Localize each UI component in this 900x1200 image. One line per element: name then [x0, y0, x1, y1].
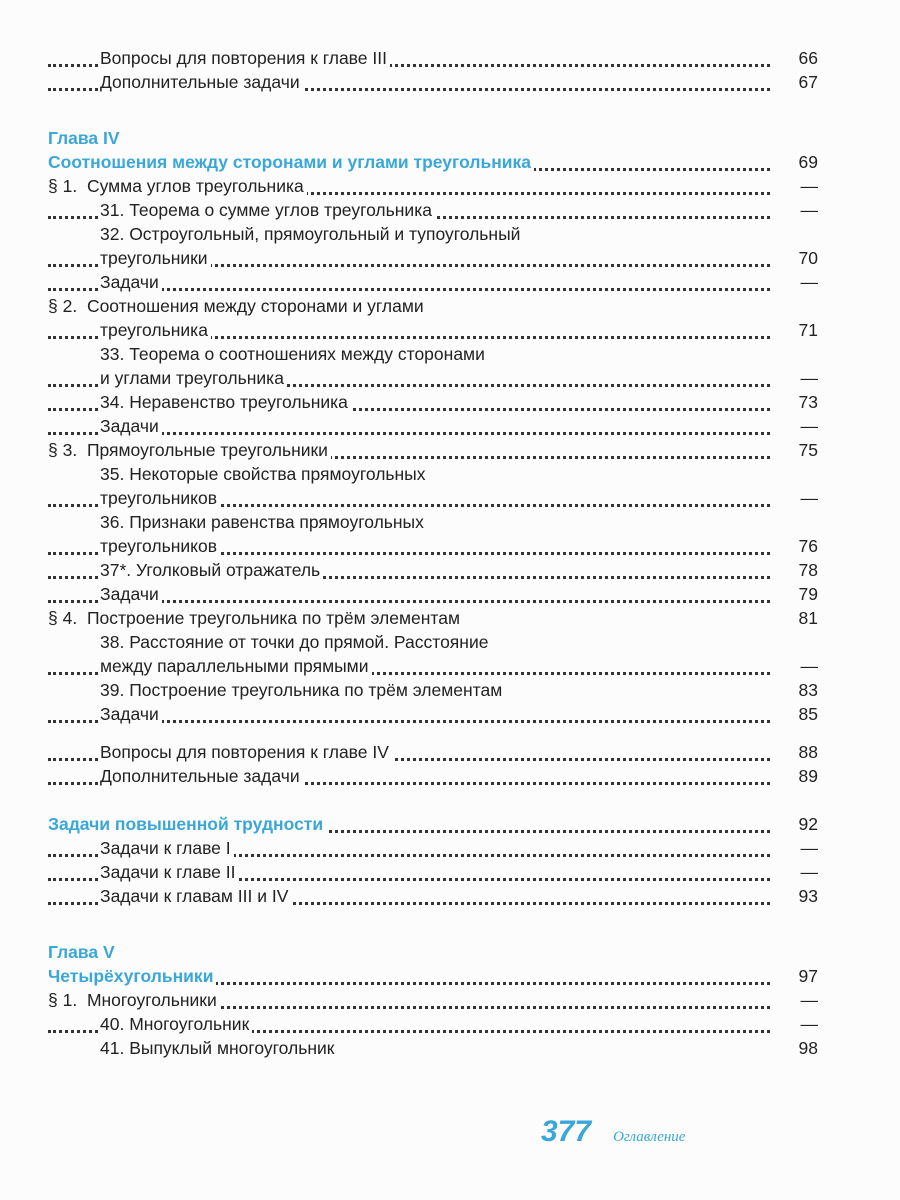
toc-entry[interactable] — [48, 860, 818, 884]
toc-entry-title: 32. Остроугольный, прямоугольный и тупоугольный — [100, 222, 523, 246]
toc-entry-page: — — [778, 988, 818, 1012]
toc-entry[interactable] — [48, 534, 818, 558]
toc-entry[interactable] — [48, 1012, 818, 1036]
toc-entry-title: треугольника — [100, 318, 211, 342]
toc-entry-title: треугольники — [100, 246, 211, 270]
chapter-title-entry[interactable] — [48, 964, 818, 988]
toc-entry[interactable] — [48, 366, 818, 390]
section-entry[interactable] — [48, 988, 818, 1012]
page-footer — [541, 1115, 685, 1149]
section-entry[interactable] — [48, 318, 818, 342]
toc-entry-page: 88 — [778, 740, 818, 764]
toc-entry[interactable] — [48, 246, 818, 270]
toc-entry[interactable] — [48, 740, 818, 764]
toc-entry-page: 98 — [778, 1036, 818, 1060]
toc-entry-title: 34. Неравенство треугольника — [100, 390, 351, 414]
toc-entry-title: 39. Построение треугольника по трём элементам — [100, 678, 505, 702]
toc-entry-page: 85 — [778, 702, 818, 726]
toc-entry-title: Многоугольники — [86, 990, 217, 1010]
toc-entry[interactable] — [48, 46, 818, 70]
section-number: § 4. — [48, 608, 78, 628]
chapter-label: Глава V — [48, 942, 115, 962]
page-number: 377 — [541, 1115, 592, 1148]
toc-entry-page: 69 — [778, 150, 818, 174]
toc-entry-page: 79 — [778, 582, 818, 606]
toc-entry-line — [48, 510, 818, 534]
toc-entry-title: Дополнительные задачи — [100, 764, 303, 788]
toc-entry-page: — — [778, 654, 818, 678]
toc-entry[interactable] — [48, 702, 818, 726]
toc-entry-line — [48, 462, 818, 486]
toc-entry-page: 97 — [778, 964, 818, 988]
toc-entry-title: Вопросы для повторения к главе IV — [100, 740, 392, 764]
toc-entry-page: 73 — [778, 390, 818, 414]
toc-entry-page: — — [778, 860, 818, 884]
toc-entry-page: 93 — [778, 884, 818, 908]
toc-entry-page: 75 — [778, 438, 818, 462]
hard-problems-entry[interactable] — [48, 812, 818, 836]
toc-entry[interactable] — [48, 414, 818, 438]
toc-entry-page: 70 — [778, 246, 818, 270]
toc-entry-title: Сумма углов треугольника — [86, 176, 304, 196]
toc-entry-page: — — [778, 270, 818, 294]
toc-entry[interactable] — [48, 836, 818, 860]
toc-entry-title: 31. Теорема о сумме углов треугольника — [100, 198, 435, 222]
toc-entry-title: 40. Многоугольник — [100, 1012, 252, 1036]
toc-entry[interactable] — [48, 654, 818, 678]
toc-entry-line — [48, 630, 818, 654]
toc-entry-page: 71 — [778, 318, 818, 342]
chapter-label: Глава IV — [48, 128, 120, 148]
section-number: § 3. — [48, 440, 78, 460]
section-entry[interactable] — [48, 438, 818, 462]
toc-entry-title: Прямоугольные треугольники — [86, 440, 328, 460]
toc-entry-page: — — [778, 836, 818, 860]
toc-entry-title: и углами треугольника — [100, 366, 287, 390]
table-of-contents — [48, 46, 818, 1060]
section-number: § 1. — [48, 990, 78, 1010]
toc-entry-title: Задачи — [100, 582, 162, 606]
toc-entry-line — [48, 222, 818, 246]
toc-entry-title: Дополнительные задачи — [100, 70, 303, 94]
toc-entry-title: Задачи к главам III и IV — [100, 884, 291, 908]
toc-entry-title: 38. Расстояние от точки до прямой. Расстояние — [100, 630, 491, 654]
toc-entry-line — [48, 342, 818, 366]
toc-entry[interactable] — [48, 678, 818, 702]
section-number: § 2. — [48, 296, 78, 316]
toc-entry[interactable] — [48, 558, 818, 582]
toc-entry-page: 81 — [778, 606, 818, 630]
toc-entry-page: — — [778, 366, 818, 390]
toc-entry-title: 35. Некоторые свойства прямоугольных — [100, 462, 429, 486]
section-entry-line — [48, 294, 818, 318]
toc-entry[interactable] — [48, 1036, 818, 1060]
toc-entry-title: Задачи к главе I — [100, 836, 234, 860]
toc-entry-page: — — [778, 174, 818, 198]
toc-entry-title: между параллельными прямыми — [100, 654, 372, 678]
chapter-title-entry[interactable] — [48, 150, 818, 174]
toc-entry-title: Задачи к главе II — [100, 860, 239, 884]
toc-entry-title: Построение треугольника по трём элементам — [86, 608, 460, 628]
toc-entry[interactable] — [48, 884, 818, 908]
toc-entry-page: 78 — [778, 558, 818, 582]
toc-entry[interactable] — [48, 198, 818, 222]
toc-entry-title: Вопросы для повторения к главе III — [100, 46, 390, 70]
toc-entry-page: 83 — [778, 678, 818, 702]
toc-entry-title: треугольников — [100, 486, 220, 510]
toc-entry-title: Задачи — [100, 702, 162, 726]
section-entry[interactable] — [48, 174, 818, 198]
toc-entry-page: — — [778, 1012, 818, 1036]
toc-entry-title: Соотношения между сторонами и углами — [86, 296, 424, 316]
toc-entry-page: — — [778, 486, 818, 510]
toc-entry[interactable] — [48, 270, 818, 294]
toc-entry[interactable] — [48, 390, 818, 414]
toc-entry-page: 89 — [778, 764, 818, 788]
toc-entry-title: 36. Признаки равенства прямоугольных — [100, 510, 427, 534]
toc-entry-page: 76 — [778, 534, 818, 558]
toc-entry[interactable] — [48, 582, 818, 606]
toc-entry-page: — — [778, 414, 818, 438]
toc-entry-title: 41. Выпуклый многоугольник — [100, 1036, 337, 1060]
section-entry[interactable] — [48, 606, 818, 630]
toc-entry-title: Задачи — [100, 270, 162, 294]
toc-entry[interactable] — [48, 764, 818, 788]
toc-entry-title: Соотношения между сторонами и углами треугольника — [48, 150, 534, 174]
toc-entry[interactable] — [48, 486, 818, 510]
toc-entry[interactable] — [48, 70, 818, 94]
toc-entry-title: Четырёхугольники — [48, 964, 216, 988]
section-name: Оглавление — [613, 1129, 686, 1145]
toc-entry-title: треугольников — [100, 534, 220, 558]
toc-entry-title: Задачи повышенной трудности — [48, 812, 326, 836]
section-number: § 1. — [48, 176, 78, 196]
toc-entry-page: 66 — [778, 46, 818, 70]
toc-entry-page: 67 — [778, 70, 818, 94]
toc-entry-title: Задачи — [100, 414, 162, 438]
toc-entry-page: 92 — [778, 812, 818, 836]
toc-entry-title: 37*. Уголковый отражатель — [100, 558, 323, 582]
toc-entry-title: 33. Теорема о соотношениях между сторонами — [100, 342, 488, 366]
toc-entry-page: — — [778, 198, 818, 222]
